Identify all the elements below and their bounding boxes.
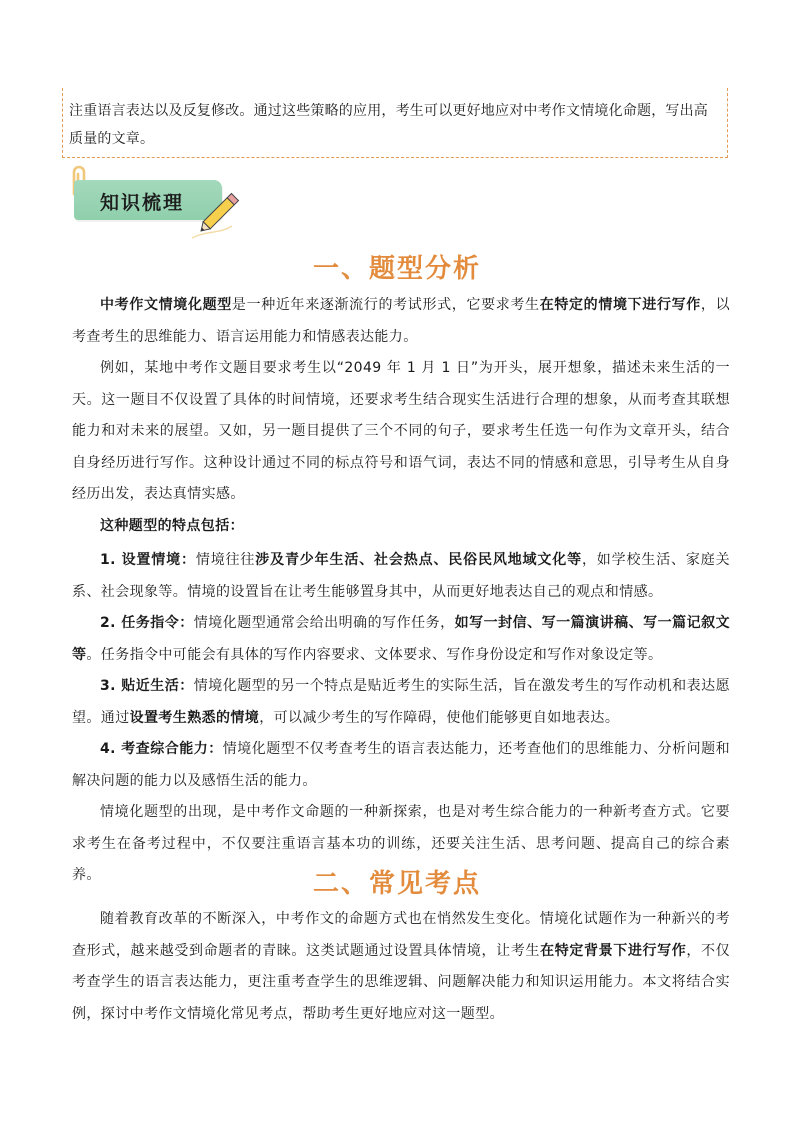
- feature-item-1: [72, 545, 730, 608]
- text-run: ，如学校生活、家庭关系、社会现象等。情境的设置旨在让考生能够置身其中，从而更好地表达自己的观点和情感。: [72, 552, 730, 600]
- section-1-closing-paragraph: 情境化题型的出现，是中考作文命题的一种新探索，也是对考生综合能力的一种新考查方式。它要求考生在备考过程中，不仅要注重语言基本功的训练，还要关注生活、思考问题、提高自己的综合素养。: [72, 804, 730, 883]
- text-run: ，不仅考查学生的语言表达能力，更注重考查学生的思维逻辑、问题解决能力和知识运用能力。本文将结合实例，探讨中考作文情境化常见考点，帮助考生更好地应对这一题型。: [72, 942, 730, 1022]
- section-2-paragraph-1: [72, 904, 730, 1030]
- section-2-title: 二、常见考点: [312, 869, 481, 899]
- key-phrase: 在特定的情境下进行写作: [539, 297, 701, 313]
- text-run: 。任务指令中可能会有具体的写作内容要求、文体要求、写作身份设定和写作对象设定等。: [86, 646, 663, 663]
- key-phrase: 涉及青少年生活、社会热点、民俗民风地域文化等: [255, 552, 582, 568]
- text-run: 是一种近年来逐渐流行的考试形式，它要求考生: [231, 297, 540, 313]
- key-phrase: 在特定背景下进行写作: [540, 942, 687, 959]
- feature-label: 3. 贴近生活：: [100, 678, 194, 694]
- feature-label: 2. 任务指令：: [100, 615, 194, 631]
- key-phrase: 如写一封信、写一篇演讲稿、写一篇记叙文等: [72, 615, 730, 663]
- feature-label: 4. 考查综合能力：: [100, 741, 223, 757]
- text-run: ，可以减少考生的写作障碍，使他们能够更自如地表达。: [259, 709, 620, 726]
- text-run: 情境化题型通常会给出明确的写作任务，: [193, 615, 455, 631]
- text-run: 随着教育改革的不断深入，中考作文的命题方式也在悄然发生变化。情境化试题作为一种新兴的考查形式，越来越受到命题者的青睐。这类试题通过设置具体情境，让考生: [72, 911, 730, 959]
- feature-item-4: [72, 734, 730, 797]
- key-phrase: 设置考生熟悉的情境: [129, 709, 260, 726]
- text-run: ，以考查考生的思维能力、语言运用能力和情感表达能力。: [72, 297, 730, 345]
- section-1-paragraph-2: 例如，某地中考作文题目要求考生以“2049 年 1 月 1 日”为开头，展开想象，描述未来生活的一天。这一题目不仅设置了具体的时间情境，还要求考生结合现实生活进行合理的想象，从而考查其联想能力和对未来的展望。又如，另一题目提供了三个不同的句子，要求考生任选一句作为文章开头，结合自身经历进行写作。这种设计通过不同的标点符号和语气词，表达不同的情感和意思，引导考生从自身经历出发，表达真情实感。: [72, 360, 730, 502]
- knowledge-badge-label: 知识梳理: [100, 192, 185, 214]
- section-1-title: 一、题型分析: [312, 254, 481, 284]
- text-run: 情境化题型不仅考查考生的语言表达能力，还考查他们的思维能力、分析问题和解决问题的能力以及感悟生活的能力。: [72, 741, 731, 789]
- intro-callout-text: 注重语言表达以及反复修改。通过这些策略的应用，考生可以更好地应对中考作文情境化命题，写出高质量的文章。: [69, 103, 708, 147]
- term-highlight: 中考作文情境化题型: [100, 297, 232, 313]
- feature-item-3: [72, 671, 730, 734]
- section-1-paragraph-1: [72, 290, 730, 353]
- feature-item-2: [72, 608, 730, 671]
- text-run: 情境化题型的另一个特点是贴近考生的实际生活，旨在激发考生的写作动机和表达愿望。通过: [72, 678, 730, 726]
- pencil-icon: [188, 186, 258, 242]
- text-run: 情境往往: [195, 552, 256, 568]
- features-heading: 这种题型的特点包括：: [100, 518, 244, 534]
- intro-callout-box: [62, 88, 728, 158]
- feature-label: 1. 设置情境：: [100, 552, 196, 568]
